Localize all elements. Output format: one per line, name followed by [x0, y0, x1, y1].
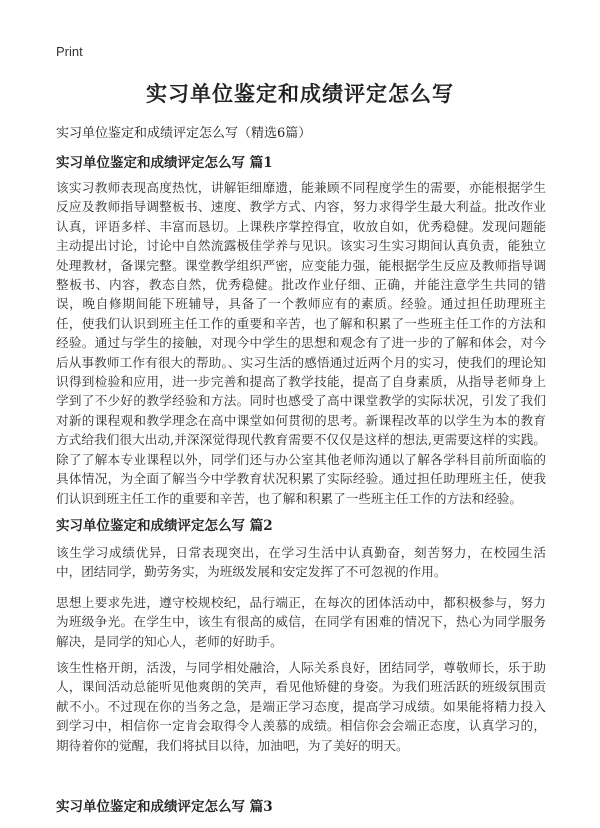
section-heading-1: 实习单位鉴定和成绩评定怎么写 篇1: [56, 155, 273, 171]
print-link[interactable]: Print: [56, 44, 83, 59]
document-subtitle: 实习单位鉴定和成绩评定怎么写（精选6篇）: [56, 126, 312, 141]
page-title: 实习单位鉴定和成绩评定怎么写: [146, 81, 454, 106]
section-2-paragraph-2: 思想上要求先进，遵守校规校纪，品行端正，在每次的团体活动中，都积极参与，努力为班级争光。在学生中，该生有很高的威信，在同学有困难的情况下，热心为同学服务解决，是同学的知心人，老师的好助手。: [56, 595, 546, 649]
section-heading-3: 实习单位鉴定和成绩评定怎么写 篇3: [56, 799, 273, 815]
section-heading-2: 实习单位鉴定和成绩评定怎么写 篇2: [56, 518, 273, 534]
section-1-paragraph-1: 该实习教师表现高度热忱，讲解钜细靡遗，能兼顾不同程度学生的需要，亦能根据学生反应及教师指导调整板书、速度、教学方式、内容，努力求得学生最大利益。批改作业认真，评语多样、丰富而恳切。上课秩序掌控得宜，收放自如，优秀稳健。发现问题能主动提出讨论，讨论中自然流露极佳学养与见识。该实习生实习期间认真负责，能独立处理教材，备课完整。课堂教学组织严密，应变能力强，能根据学生反应及教师指导调整板书、内容，教态自然，优秀稳健。批改作业仔细、正确，并能注意学生共同的错误，晚自修期间能下班辅导，具备了一个教师应有的素质。经验。通过担任助理班主任，使我们认识到班主任工作的重要和辛苦，也了解和积累了一些班主任工作的方法和经验。通过与学生的接触，对现今中学生的思想和观念有了进一步的了解和体会，对今后从事教师工作有很大的帮助。、实习生活的感悟通过近两个月的实习，使我们的理论知识得到检验和应用，进一步完善和提高了教学技能，提高了自身素质，从指导老师身上学到了不少好的教学经验和方法。同时也感受了高中课堂教学的实际状况，引发了我们对新的课程观和教学理念在高中课堂如何贯彻的思考。新课程改革的以学生为本的教育方式给我们很大出动,并深深觉得现代教育需要不仅仅是这样的想法,更需要这样的实践。除了了解本专业课程以外，同学们还与办公室其他老师沟通以了解各学科目前所面临的具体情况，为全面了解当今中学教育状况积累了实际经验。通过担任助理班主任，使我们认识到班主任工作的重要和辛苦，也了解和积累了一些班主任工作的方法和经验。: [56, 180, 546, 506]
section-2-paragraph-3: 该生性格开朗，活泼，与同学相处融洽，人际关系良好，团结同学，尊敬师长，乐于助人，课间活动总能听见他爽朗的笑声，看见他矫健的身姿。为我们班活跃的班级氛围贡献不小。不过现在你的当务之急，是端正学习态度，提高学习成绩。如果能将精力投入到学习中，相信你一定肯会取得令人羡慕的成绩。相信你会会端正态度，认真学习的，期待着你的觉醒，我们将拭目以待，加油吧，为了美好的明天。: [56, 660, 546, 753]
section-2-paragraph-1: 该生学习成绩优异，日常表现突出，在学习生活中认真勤奋，刻苦努力，在校园生活中，团结同学，勤劳务实，为班级发展和安定发挥了不可忽视的作用。: [56, 545, 546, 580]
